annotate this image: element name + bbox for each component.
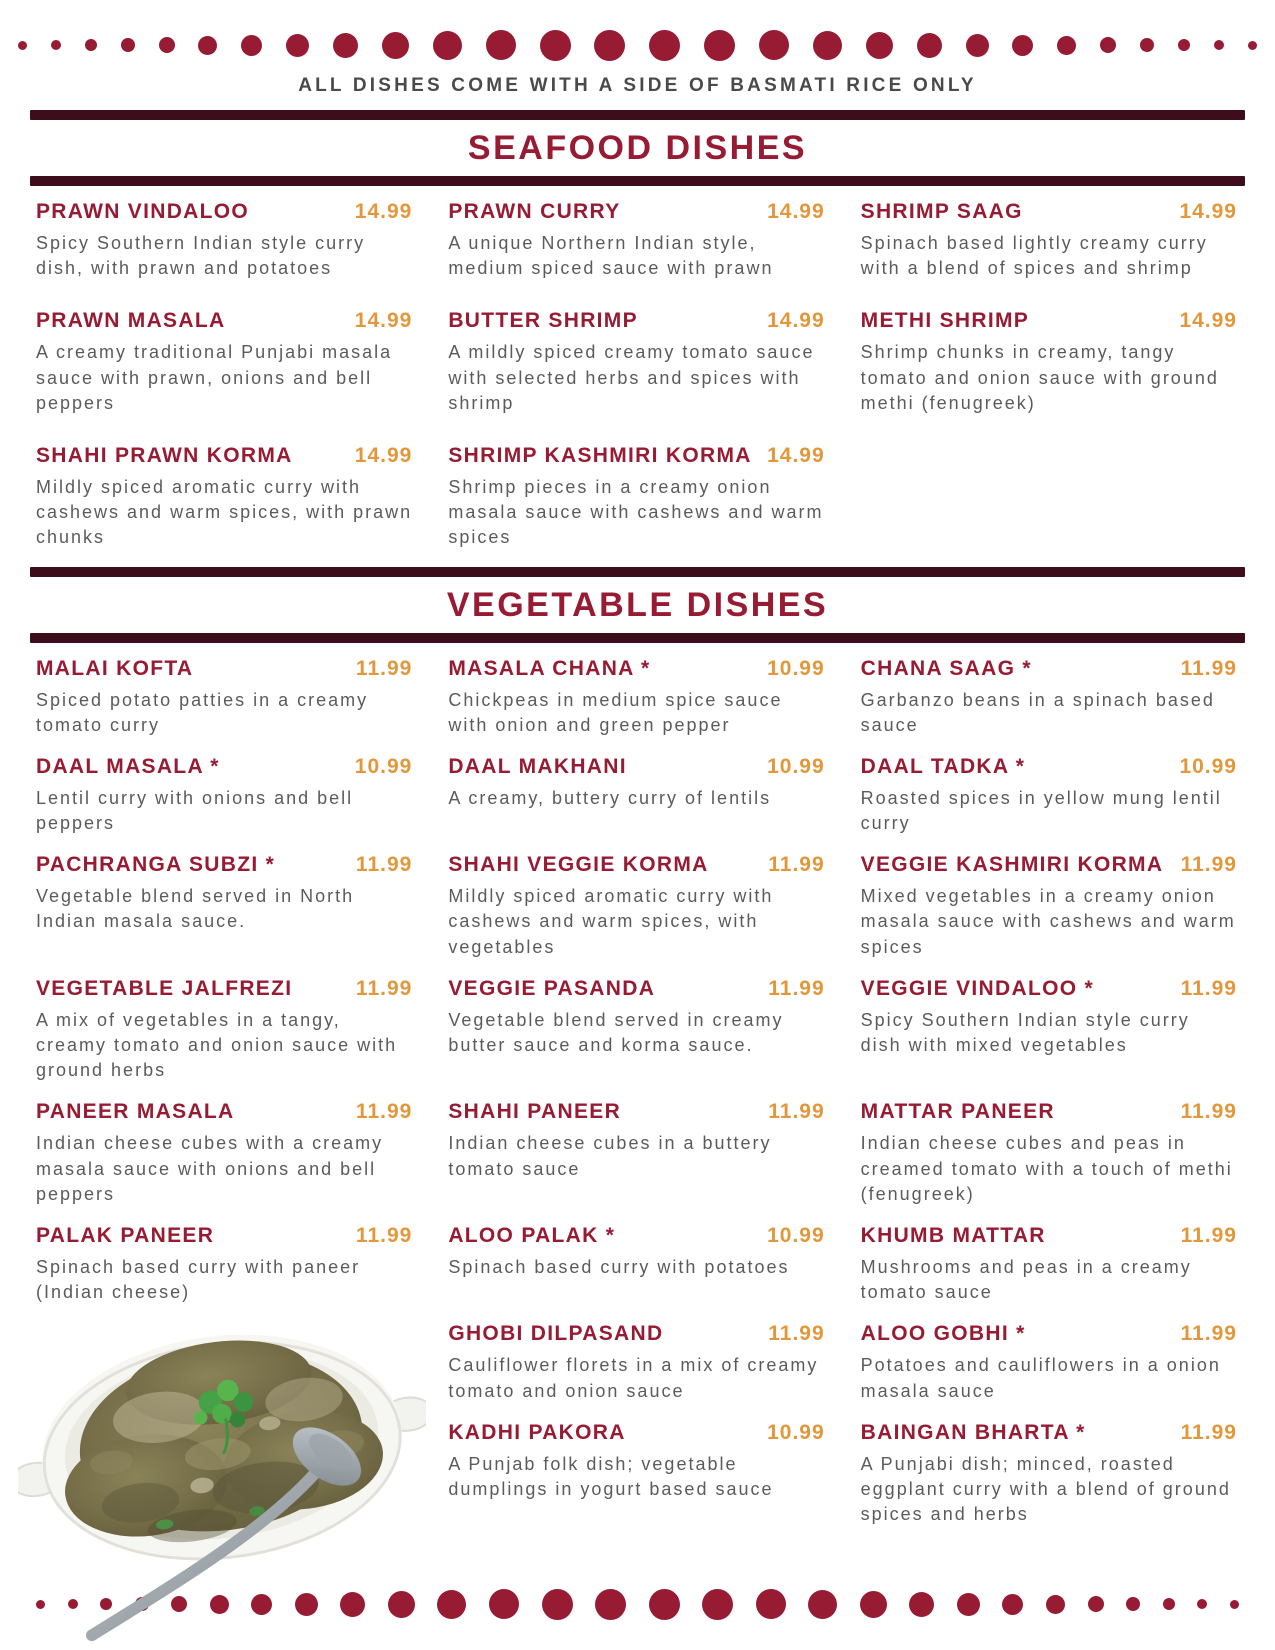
dish-name: CHANA SAAG * [860,656,1032,680]
top-dot-border [18,27,1257,63]
decorative-dot [1002,1594,1023,1615]
seafood-menu-grid [0,200,1275,551]
decorative-dot [340,1592,365,1617]
dish-description: Spiced potato patties in a creamy tomato curry [36,689,369,735]
decorative-dot [860,1591,887,1618]
dish-price: 14.99 [1179,309,1237,333]
menu-item [861,1421,1237,1528]
menu-item [448,1100,824,1207]
decorative-dot [1230,1600,1239,1609]
decorative-dot [286,34,309,57]
dish-description: A creamy, buttery curry of lentils [448,787,772,808]
menu-item [861,309,1237,416]
menu-item [448,853,824,960]
dish-header [448,853,824,877]
dish-name: PALAK PANEER [36,1223,215,1247]
decorative-dot [100,1598,112,1610]
menu-item [861,200,1237,281]
vegetable-menu-grid [0,657,1275,1528]
dish-header [448,200,824,224]
dish-description: Shrimp pieces in a creamy onion masala sauce with cashews and warm spices [448,476,824,548]
dish-price: 11.99 [768,1100,825,1124]
dish-header [448,1100,824,1124]
dish-header [448,444,824,468]
dish-name: PRAWN CURRY [448,200,621,223]
decorative-dot [649,30,680,61]
decorative-dot [957,1593,980,1616]
divider-bar [30,176,1245,186]
decorative-dot [85,39,97,51]
bottom-dot-border [36,1586,1239,1622]
dish-description: Spinach based curry with paneer (Indian cheese) [36,1256,361,1303]
dish-description: Mushrooms and peas in a creamy tomato sauce [860,1256,1192,1303]
decorative-dot [171,1596,187,1612]
menu-item [448,309,824,416]
dish-name: KADHI PAKORA [448,1420,626,1444]
decorative-dot [241,35,262,56]
dish-price: 11.99 [768,853,825,877]
decorative-dot [1088,1596,1104,1612]
dish-header [36,755,412,779]
menu-item [448,1322,824,1403]
dish-header [861,1322,1237,1346]
dish-price: 11.99 [355,853,413,877]
menu-item [36,200,412,281]
dish-name: VEGGIE PASANDA [448,976,656,1000]
dish-header [36,1100,412,1124]
decorative-dot [1012,35,1033,56]
decorative-dot [1214,40,1224,50]
decorative-dot [198,36,217,55]
dish-name: PACHRANGA SUBZI * [36,853,276,877]
dish-name: DAAL MASALA * [36,754,220,778]
dish-header [861,1100,1237,1124]
dish-price: 11.99 [1180,1223,1237,1247]
dish-price: 11.99 [355,1100,413,1124]
dish-header [36,309,412,333]
decorative-dot [36,1600,45,1609]
menu-item [36,444,412,551]
dish-price: 14.99 [354,200,413,223]
dish-description: Spinach based lightly creamy curry with a blend of spices and shrimp [860,233,1208,279]
decorative-dot [702,1589,733,1620]
dish-name: SHAHI VEGGIE KORMA [448,853,709,877]
decorative-dot [388,1591,415,1618]
decorative-dot [433,31,462,60]
decorative-dot [756,1589,786,1619]
decorative-dot [540,30,571,61]
dish-name: SHAHI PANEER [448,1100,622,1124]
dish-name: BUTTER SHRIMP [448,309,638,333]
decorative-dot [121,38,135,52]
dish-price: 10.99 [1179,754,1237,778]
dish-price: 14.99 [767,200,825,223]
dish-description: Spicy Southern Indian style curry dish with mixed vegetables [860,1009,1190,1055]
dish-header [448,1421,824,1445]
decorative-dot [1100,37,1116,53]
menu-item [36,657,412,738]
dish-name: PANEER MASALA [36,1100,235,1124]
menu-item [448,977,824,1084]
decorative-dot [251,1594,272,1615]
dish-name: KHUMB MATTAR [860,1223,1046,1247]
dish-name: DAAL MAKHANI [448,754,627,778]
dish-price: 11.99 [768,1322,825,1346]
dish-price: 10.99 [767,656,825,680]
divider-bar [30,567,1245,577]
dish-name: BAINGAN BHARTA * [860,1420,1086,1444]
decorative-dot [51,40,61,50]
dish-name: SHRIMP SAAG [860,200,1023,223]
decorative-dot [68,1599,78,1609]
dish-price: 10.99 [767,1223,825,1247]
dish-description: Chickpeas in medium spice sauce with onion and green pepper [448,689,783,735]
dish-price: 11.99 [1180,976,1237,1000]
menu-item [861,1322,1237,1403]
decorative-dot [1046,1595,1065,1614]
dish-header [36,853,412,877]
decorative-dot [909,1592,934,1617]
dish-price: 14.99 [1179,200,1237,223]
dish-price: 11.99 [1180,656,1237,680]
dish-description: A Punjab folk dish; vegetable dumplings in yogurt based sauce [448,1453,774,1499]
dish-name: MALAI KOFTA [36,656,194,680]
dish-header [36,200,412,224]
dish-name: PRAWN MASALA [36,309,226,333]
decorative-dot [1126,1597,1140,1611]
dish-description: Lentil curry with onions and bell peppers [36,787,354,834]
dish-header [448,1224,824,1248]
dish-header [861,200,1237,224]
menu-item [448,444,824,551]
dish-price: 11.99 [1180,853,1237,877]
dish-header [36,977,412,1001]
menu-item [448,200,824,281]
decorative-dot [333,33,358,58]
dish-price: 11.99 [1180,1100,1237,1124]
dish-description: Shrimp chunks in creamy, tangy tomato and onion sauce with ground methi (fenugreek) [860,342,1219,413]
dish-description: A creamy traditional Punjabi masala sauce with prawn, onions and bell peppers [36,342,393,413]
dish-description: Vegetable blend served in creamy butter sauce and korma sauce. [448,1009,784,1055]
dish-header [448,657,824,681]
dish-price: 11.99 [355,976,413,1000]
dish-header [861,309,1237,333]
dish-description: Spinach based curry with potatoes [448,1256,790,1277]
dish-header [448,1322,824,1346]
menu-item [36,755,412,836]
menu-item [36,977,412,1084]
dish-price: 14.99 [354,309,413,333]
dish-price: 10.99 [354,754,413,778]
dish-description: Garbanzo beans in a spinach based sauce [860,689,1215,735]
decorative-dot [966,34,989,57]
decorative-dot [1178,39,1190,51]
dish-name: MATTAR PANEER [860,1100,1055,1124]
dish-header [448,309,824,333]
decorative-dot [210,1595,229,1614]
decorative-dot [917,33,942,58]
menu-item [36,1224,412,1305]
menu-item [448,1421,824,1528]
divider-bar [30,633,1245,643]
decorative-dot [866,32,893,59]
dish-description: Indian cheese cubes in a buttery tomato sauce [448,1133,772,1179]
dish-description: A Punjabi dish; minced, roasted eggplant curry with a blend of ground spices and herbs [860,1453,1231,1525]
dish-header [861,755,1237,779]
decorative-dot [437,1590,466,1619]
dish-description: Mixed vegetables in a creamy onion masala sauce with cashews and warm spices [860,886,1236,957]
dish-description: Indian cheese cubes with a creamy masala sauce with onions and bell peppers [36,1133,384,1204]
dish-header [36,657,412,681]
rice-note: ALL DISHES COME WITH A SIDE OF BASMATI RICE ONLY [298,75,977,96]
dish-header [861,1224,1237,1248]
dish-description: A unique Northern Indian style, medium spiced sauce with prawn [448,233,774,279]
decorative-dot [1197,1599,1207,1609]
decorative-dot [649,1589,680,1620]
decorative-dot [135,1597,149,1611]
menu-item [36,309,412,416]
dish-description: A mildly spiced creamy tomato sauce with selected herbs and spices with shrimp [448,342,815,413]
decorative-dot [595,1589,626,1620]
dish-name: SHRIMP KASHMIRI KORMA [448,443,752,467]
decorative-dot [489,1589,519,1619]
dish-description: Vegetable blend served in North Indian masala sauce. [36,886,355,932]
decorative-dot [159,37,175,53]
menu-item [448,657,824,738]
dish-description: A mix of vegetables in a tangy, creamy tomato and onion sauce with ground herbs [36,1009,398,1081]
dish-price: 11.99 [355,1223,413,1247]
dish-description: Cauliflower florets in a mix of creamy tomato and onion sauce [448,1355,819,1401]
dish-header [861,853,1237,877]
dish-price: 14.99 [767,309,825,333]
dish-description: Indian cheese cubes and peas in creamed tomato with a touch of methi (fenugreek) [860,1133,1233,1204]
dish-name: ALOO GOBHI * [860,1322,1026,1346]
dish-name: MASALA CHANA * [448,656,651,680]
dish-name: SHAHI PRAWN KORMA [36,443,293,467]
section-title-vegetable: VEGETABLE DISHES [446,585,829,624]
dish-price: 14.99 [354,443,413,467]
dish-name: ALOO PALAK * [448,1223,616,1247]
dish-header [448,977,824,1001]
menu-item [448,1224,824,1305]
divider-bar [30,110,1245,120]
dish-name: PRAWN VINDALOO [36,200,250,223]
dish-price: 11.99 [1180,1322,1237,1346]
dish-price: 11.99 [1180,1420,1237,1444]
decorative-dot [542,1589,573,1620]
decorative-dot [1163,1598,1175,1610]
dish-description: Mildly spiced aromatic curry with cashews and warm spices, with vegetables [448,886,774,957]
dish-header [36,1224,412,1248]
dish-description: Mildly spiced aromatic curry with cashews and warm spices, with prawn chunks [36,476,413,548]
decorative-dot [486,30,516,60]
menu-item [861,657,1237,738]
menu-item [861,1224,1237,1305]
decorative-dot [813,31,842,60]
dish-name: DAAL TADKA * [860,754,1026,778]
menu-item [861,977,1237,1084]
dish-header [861,1421,1237,1445]
dish-price: 11.99 [768,976,825,1000]
dish-name: VEGETABLE JALFREZI [36,976,293,1000]
dish-description: Roasted spices in yellow mung lentil curry [860,787,1222,834]
dish-name: METHI SHRIMP [860,309,1030,333]
dish-price: 10.99 [767,1420,825,1444]
decorative-dot [1057,36,1076,55]
decorative-dot [295,1593,318,1616]
decorative-dot [808,1590,837,1619]
decorative-dot [594,30,625,61]
menu-item [861,1100,1237,1207]
menu-item [448,755,824,836]
decorative-dot [1248,41,1257,50]
decorative-dot [382,32,409,59]
dish-description: Spicy Southern Indian style curry dish, with prawn and potatoes [36,233,366,279]
dish-name: VEGGIE VINDALOO * [860,976,1094,1000]
dish-price: 10.99 [767,754,825,778]
dish-description: Potatoes and cauliflowers in a onion masala sauce [860,1355,1221,1401]
dish-header [861,657,1237,681]
dish-name: GHOBI DILPASAND [448,1322,664,1346]
dish-name: VEGGIE KASHMIRI KORMA [860,853,1164,877]
dish-header [448,755,824,779]
dish-header [36,444,412,468]
section-title-seafood: SEAFOOD DISHES [467,129,808,167]
dish-price: 11.99 [355,656,413,680]
decorative-dot [759,30,789,60]
dish-header [861,977,1237,1001]
menu-item [861,853,1237,960]
dish-price: 14.99 [767,443,825,467]
decorative-dot [18,41,27,50]
menu-item [36,853,412,960]
decorative-dot [704,30,735,61]
decorative-dot [1140,38,1154,52]
menu-item [861,755,1237,836]
menu-item [36,1100,412,1207]
